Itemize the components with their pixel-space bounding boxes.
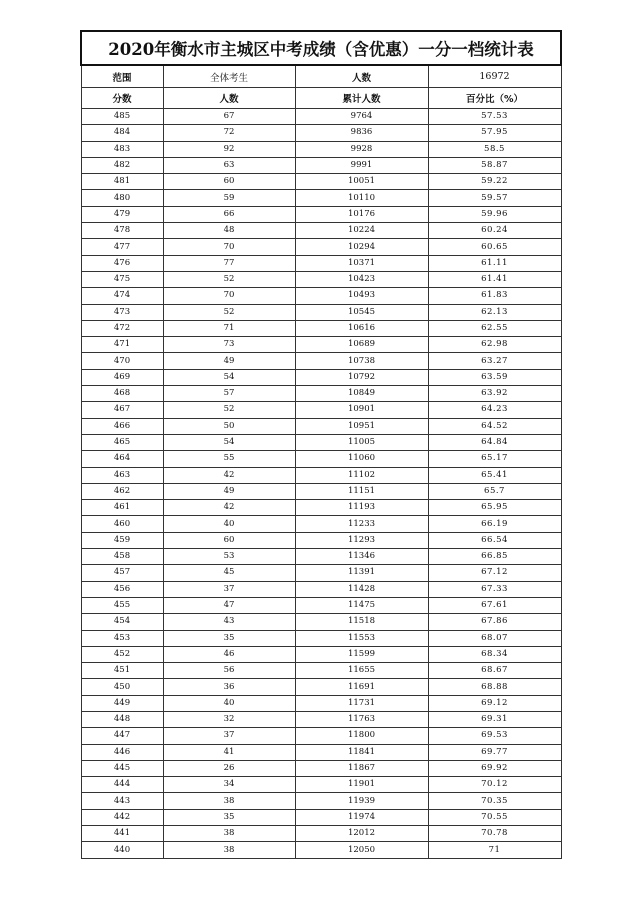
- cell-cumulative: 11060: [295, 451, 428, 467]
- cell-cumulative: 10738: [295, 353, 428, 369]
- cell-score: 470: [81, 353, 163, 369]
- cell-cumulative: 11599: [295, 646, 428, 662]
- cell-score: 455: [81, 597, 163, 613]
- cell-people: 63: [163, 157, 295, 173]
- cell-people: 72: [163, 125, 295, 141]
- cell-people: 42: [163, 467, 295, 483]
- cell-percent: 67.12: [428, 565, 561, 581]
- cell-score: 447: [81, 728, 163, 744]
- cell-score: 476: [81, 255, 163, 271]
- cell-score: 463: [81, 467, 163, 483]
- cell-people: 53: [163, 549, 295, 565]
- cell-score: 443: [81, 793, 163, 809]
- cell-score: 440: [81, 842, 163, 858]
- cell-score: 459: [81, 532, 163, 548]
- cell-people: 49: [163, 483, 295, 499]
- cell-people: 71: [163, 320, 295, 336]
- cell-percent: 70.55: [428, 809, 561, 825]
- cell-percent: 71: [428, 842, 561, 858]
- cell-score: 482: [81, 157, 163, 173]
- table-row: [81, 679, 561, 695]
- table-row: [81, 744, 561, 760]
- cell-percent: 69.77: [428, 744, 561, 760]
- cell-people: 34: [163, 777, 295, 793]
- header-percent: 百分比（%）: [428, 88, 561, 109]
- cell-score: 481: [81, 174, 163, 190]
- cell-people: 46: [163, 646, 295, 662]
- cell-cumulative: 11691: [295, 679, 428, 695]
- cell-cumulative: 11867: [295, 760, 428, 776]
- table-row: [81, 728, 561, 744]
- cell-percent: 60.24: [428, 223, 561, 239]
- score-distribution-table: [80, 30, 562, 859]
- range-label: 范围: [81, 65, 163, 88]
- table-row: [81, 777, 561, 793]
- cell-people: 26: [163, 760, 295, 776]
- cell-cumulative: 9928: [295, 141, 428, 157]
- cell-cumulative: 11731: [295, 695, 428, 711]
- cell-cumulative: 10493: [295, 288, 428, 304]
- table-row: [81, 467, 561, 483]
- cell-people: 38: [163, 842, 295, 858]
- range-value: 全体考生: [163, 65, 295, 88]
- cell-people: 37: [163, 581, 295, 597]
- cell-cumulative: 10901: [295, 402, 428, 418]
- cell-score: 446: [81, 744, 163, 760]
- cell-score: 460: [81, 516, 163, 532]
- cell-percent: 63.59: [428, 369, 561, 385]
- table-row: [81, 434, 561, 450]
- cell-cumulative: 10792: [295, 369, 428, 385]
- title-row: [81, 31, 561, 65]
- table-row: [81, 402, 561, 418]
- cell-people: 40: [163, 695, 295, 711]
- cell-cumulative: 11800: [295, 728, 428, 744]
- cell-cumulative: 9836: [295, 125, 428, 141]
- table-row: [81, 500, 561, 516]
- cell-people: 35: [163, 630, 295, 646]
- cell-percent: 66.54: [428, 532, 561, 548]
- table-row: [81, 109, 561, 125]
- cell-percent: 67.61: [428, 597, 561, 613]
- table-row: [81, 125, 561, 141]
- header-score: 分数: [81, 88, 163, 109]
- table-row: [81, 255, 561, 271]
- cell-percent: 64.84: [428, 434, 561, 450]
- cell-cumulative: 9764: [295, 109, 428, 125]
- cell-percent: 62.98: [428, 337, 561, 353]
- table-row: [81, 826, 561, 842]
- cell-cumulative: 11005: [295, 434, 428, 450]
- cell-percent: 62.13: [428, 304, 561, 320]
- cell-score: 474: [81, 288, 163, 304]
- cell-score: 467: [81, 402, 163, 418]
- cell-percent: 69.31: [428, 711, 561, 727]
- table-row: [81, 793, 561, 809]
- table-row: [81, 288, 561, 304]
- cell-people: 52: [163, 402, 295, 418]
- cell-people: 43: [163, 614, 295, 630]
- cell-score: 483: [81, 141, 163, 157]
- cell-score: 468: [81, 386, 163, 402]
- table-row: [81, 337, 561, 353]
- cell-people: 77: [163, 255, 295, 271]
- cell-people: 48: [163, 223, 295, 239]
- cell-percent: 67.33: [428, 581, 561, 597]
- table-row: [81, 418, 561, 434]
- cell-score: 477: [81, 239, 163, 255]
- cell-percent: 60.65: [428, 239, 561, 255]
- cell-cumulative: 11233: [295, 516, 428, 532]
- cell-people: 38: [163, 826, 295, 842]
- cell-percent: 65.95: [428, 500, 561, 516]
- cell-people: 38: [163, 793, 295, 809]
- table-row: [81, 597, 561, 613]
- cell-people: 55: [163, 451, 295, 467]
- cell-score: 441: [81, 826, 163, 842]
- cell-cumulative: 10423: [295, 271, 428, 287]
- table-row: [81, 614, 561, 630]
- cell-score: 457: [81, 565, 163, 581]
- cell-people: 60: [163, 532, 295, 548]
- table-row: [81, 549, 561, 565]
- table-row: [81, 223, 561, 239]
- cell-cumulative: 11475: [295, 597, 428, 613]
- cell-percent: 57.53: [428, 109, 561, 125]
- cell-people: 42: [163, 500, 295, 516]
- cell-percent: 59.57: [428, 190, 561, 206]
- cell-cumulative: 12050: [295, 842, 428, 858]
- cell-people: 32: [163, 711, 295, 727]
- cell-cumulative: 10294: [295, 239, 428, 255]
- cell-cumulative: 11939: [295, 793, 428, 809]
- cell-score: 454: [81, 614, 163, 630]
- cell-percent: 59.96: [428, 206, 561, 222]
- cell-cumulative: 10616: [295, 320, 428, 336]
- table-row: [81, 320, 561, 336]
- count-label: 人数: [295, 65, 428, 88]
- cell-cumulative: 11901: [295, 777, 428, 793]
- cell-percent: 64.52: [428, 418, 561, 434]
- cell-score: 466: [81, 418, 163, 434]
- cell-percent: 65.41: [428, 467, 561, 483]
- cell-people: 37: [163, 728, 295, 744]
- cell-people: 70: [163, 239, 295, 255]
- table-row: [81, 386, 561, 402]
- table-row: [81, 760, 561, 776]
- cell-percent: 68.07: [428, 630, 561, 646]
- cell-score: 445: [81, 760, 163, 776]
- cell-people: 41: [163, 744, 295, 760]
- cell-score: 450: [81, 679, 163, 695]
- cell-score: 458: [81, 549, 163, 565]
- cell-people: 73: [163, 337, 295, 353]
- cell-people: 54: [163, 434, 295, 450]
- cell-score: 475: [81, 271, 163, 287]
- cell-score: 485: [81, 109, 163, 125]
- cell-people: 52: [163, 271, 295, 287]
- cell-cumulative: 11151: [295, 483, 428, 499]
- cell-cumulative: 11655: [295, 663, 428, 679]
- table-row: [81, 711, 561, 727]
- cell-percent: 63.27: [428, 353, 561, 369]
- cell-percent: 66.85: [428, 549, 561, 565]
- cell-percent: 68.88: [428, 679, 561, 695]
- table-row: [81, 304, 561, 320]
- cell-people: 59: [163, 190, 295, 206]
- cell-cumulative: 10849: [295, 386, 428, 402]
- cell-cumulative: 10176: [295, 206, 428, 222]
- cell-people: 66: [163, 206, 295, 222]
- table-row: [81, 271, 561, 287]
- cell-people: 45: [163, 565, 295, 581]
- cell-cumulative: 10545: [295, 304, 428, 320]
- table-row: [81, 516, 561, 532]
- cell-score: 448: [81, 711, 163, 727]
- cell-cumulative: 11763: [295, 711, 428, 727]
- table-row: [81, 809, 561, 825]
- table-row: [81, 369, 561, 385]
- cell-people: 54: [163, 369, 295, 385]
- cell-people: 35: [163, 809, 295, 825]
- cell-cumulative: 11841: [295, 744, 428, 760]
- cell-percent: 70.78: [428, 826, 561, 842]
- cell-people: 40: [163, 516, 295, 532]
- cell-cumulative: 11346: [295, 549, 428, 565]
- table-row: [81, 190, 561, 206]
- cell-percent: 69.53: [428, 728, 561, 744]
- cell-people: 50: [163, 418, 295, 434]
- cell-score: 462: [81, 483, 163, 499]
- table-row: [81, 581, 561, 597]
- cell-percent: 58.87: [428, 157, 561, 173]
- cell-percent: 68.67: [428, 663, 561, 679]
- table-row: [81, 451, 561, 467]
- cell-percent: 70.35: [428, 793, 561, 809]
- table-row: [81, 141, 561, 157]
- header-people: 人数: [163, 88, 295, 109]
- cell-score: 452: [81, 646, 163, 662]
- cell-percent: 63.92: [428, 386, 561, 402]
- cell-percent: 59.22: [428, 174, 561, 190]
- header-cumulative: 累计人数: [295, 88, 428, 109]
- cell-score: 472: [81, 320, 163, 336]
- cell-score: 461: [81, 500, 163, 516]
- table-row: [81, 842, 561, 858]
- cell-percent: 69.12: [428, 695, 561, 711]
- cell-percent: 66.19: [428, 516, 561, 532]
- cell-cumulative: 10951: [295, 418, 428, 434]
- table-row: [81, 695, 561, 711]
- cell-people: 67: [163, 109, 295, 125]
- cell-people: 52: [163, 304, 295, 320]
- cell-cumulative: 11974: [295, 809, 428, 825]
- cell-percent: 61.83: [428, 288, 561, 304]
- cell-score: 479: [81, 206, 163, 222]
- table-row: [81, 157, 561, 173]
- cell-cumulative: 10689: [295, 337, 428, 353]
- cell-score: 456: [81, 581, 163, 597]
- cell-cumulative: 10051: [295, 174, 428, 190]
- cell-score: 444: [81, 777, 163, 793]
- table-row: [81, 174, 561, 190]
- count-value: 16972: [428, 65, 561, 88]
- cell-people: 49: [163, 353, 295, 369]
- header-row: [81, 88, 561, 109]
- cell-cumulative: 11428: [295, 581, 428, 597]
- cell-cumulative: 11553: [295, 630, 428, 646]
- cell-people: 47: [163, 597, 295, 613]
- cell-score: 442: [81, 809, 163, 825]
- cell-percent: 62.55: [428, 320, 561, 336]
- cell-score: 478: [81, 223, 163, 239]
- cell-cumulative: 10371: [295, 255, 428, 271]
- table-row: [81, 353, 561, 369]
- meta-row: [81, 65, 561, 88]
- cell-percent: 69.92: [428, 760, 561, 776]
- cell-percent: 64.23: [428, 402, 561, 418]
- table-row: [81, 206, 561, 222]
- page-title: 2020年衡水市主城区中考成绩（含优惠）一分一档统计表: [81, 31, 561, 65]
- table-body: [81, 109, 561, 859]
- cell-people: 60: [163, 174, 295, 190]
- cell-people: 56: [163, 663, 295, 679]
- cell-score: 451: [81, 663, 163, 679]
- table-row: [81, 630, 561, 646]
- cell-cumulative: 11193: [295, 500, 428, 516]
- cell-percent: 57.95: [428, 125, 561, 141]
- cell-people: 92: [163, 141, 295, 157]
- cell-score: 465: [81, 434, 163, 450]
- table-row: [81, 483, 561, 499]
- cell-score: 453: [81, 630, 163, 646]
- cell-cumulative: 10224: [295, 223, 428, 239]
- cell-percent: 58.5: [428, 141, 561, 157]
- cell-score: 473: [81, 304, 163, 320]
- cell-score: 464: [81, 451, 163, 467]
- cell-cumulative: 9991: [295, 157, 428, 173]
- cell-score: 449: [81, 695, 163, 711]
- cell-percent: 61.11: [428, 255, 561, 271]
- table-row: [81, 646, 561, 662]
- cell-cumulative: 11391: [295, 565, 428, 581]
- cell-percent: 68.34: [428, 646, 561, 662]
- cell-percent: 65.7: [428, 483, 561, 499]
- table-row: [81, 663, 561, 679]
- cell-cumulative: 10110: [295, 190, 428, 206]
- cell-score: 469: [81, 369, 163, 385]
- cell-cumulative: 11102: [295, 467, 428, 483]
- cell-cumulative: 11518: [295, 614, 428, 630]
- cell-percent: 61.41: [428, 271, 561, 287]
- cell-score: 471: [81, 337, 163, 353]
- cell-percent: 67.86: [428, 614, 561, 630]
- cell-cumulative: 12012: [295, 826, 428, 842]
- cell-percent: 70.12: [428, 777, 561, 793]
- cell-percent: 65.17: [428, 451, 561, 467]
- cell-score: 484: [81, 125, 163, 141]
- cell-score: 480: [81, 190, 163, 206]
- table-row: [81, 239, 561, 255]
- cell-people: 57: [163, 386, 295, 402]
- cell-people: 36: [163, 679, 295, 695]
- table-row: [81, 532, 561, 548]
- table-row: [81, 565, 561, 581]
- cell-people: 70: [163, 288, 295, 304]
- cell-cumulative: 11293: [295, 532, 428, 548]
